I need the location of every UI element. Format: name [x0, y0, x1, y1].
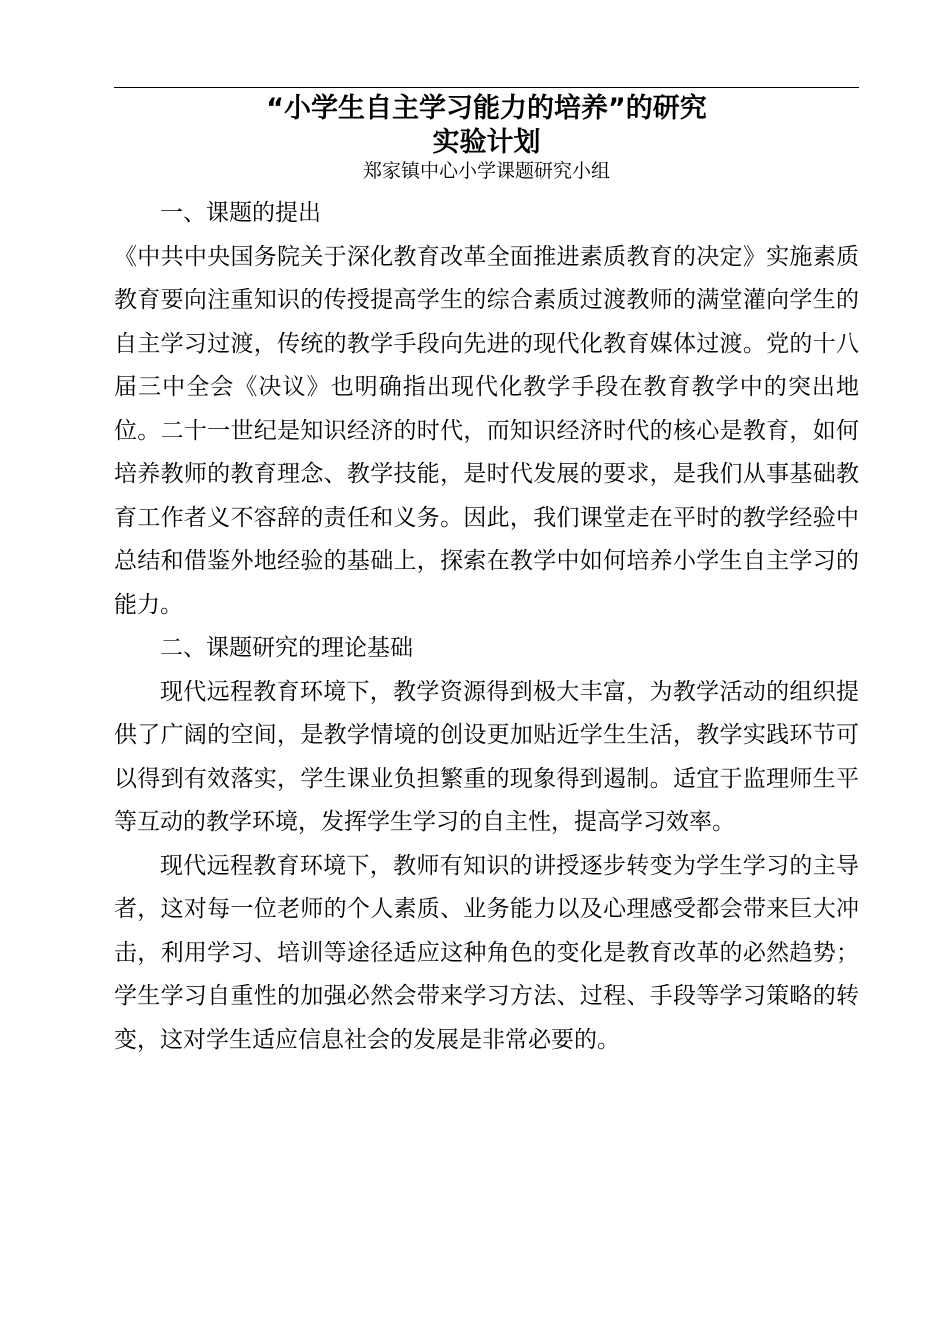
document-body	[114, 192, 859, 1062]
document-title: “小学生自主学习能力的培养”的研究	[266, 93, 707, 124]
document-subtitle-title: 实验计划	[432, 127, 541, 158]
section-heading-2: 二、课题研究的理论基础	[160, 635, 413, 661]
document-author: 郑家镇中心小学课题研究小组	[362, 160, 610, 182]
header-rule	[114, 87, 859, 88]
section-2-paragraph-2: 现代远程教育环境下，教师有知识的讲授逐步转变为学生学习的主导者，这对每一位老师的个人素质、业务能力以及心理感受都会带来巨大冲击，利用学习、培训等途径适应这种角色的变化是教育改革的必然趋势；学生学习自重性的加强必然会带来学习方法、过程、手段等学习策略的转变，这对学生适应信息社会的发展是非常必要的。	[114, 852, 859, 1053]
section-2-paragraph-1: 现代远程教育环境下，教学资源得到极大丰富，为教学活动的组织提供了广阔的空间，是教学情境的创设更加贴近学生生活，教学实践环节可以得到有效落实，学生课业负担繁重的现象得到遏制。适宜于监理师生平等互动的教学环境，发挥学生学习的自主性，提高学习效率。	[114, 678, 859, 835]
section-heading-1: 一、课题的提出	[160, 200, 321, 226]
section-1-paragraph-1: 《中共中央国务院关于深化教育改革全面推进素质教育的决定》实施素质教育要向注重知识的传授提高学生的综合素质过渡教师的满堂灌向学生的自主学习过渡，传统的教学手段向先进的现代化教育媒体过渡。党的十八届三中全会《决议》也明确指出现代化教学手段在教育教学中的突出地位。二十一世纪是知识经济的时代，而知识经济时代的核心是教育，如何培养教师的教育理念、教学技能，是时代发展的要求，是我们从事基础教育工作者义不容辞的责任和义务。因此，我们课堂走在平时的教学经验中总结和借鉴外地经验的基础上，探索在教学中如何培养小学生自主学习的能力。	[114, 243, 859, 618]
